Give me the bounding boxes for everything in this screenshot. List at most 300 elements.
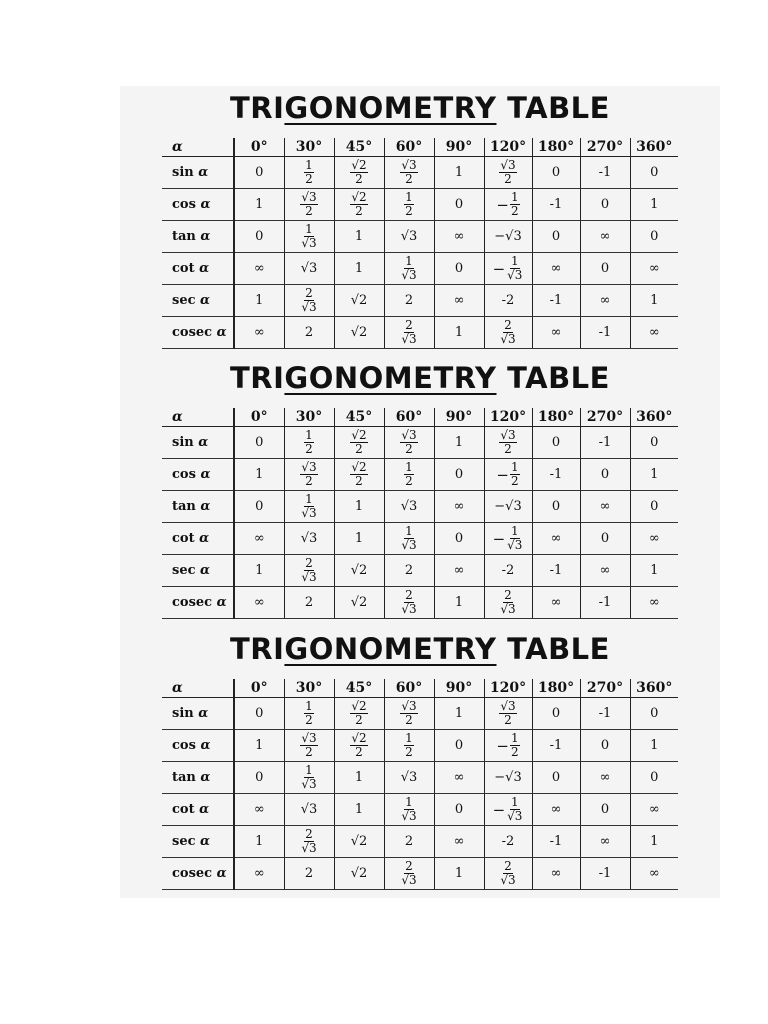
cell-value: ∞: [550, 261, 562, 276]
function-name: tan: [172, 229, 201, 244]
cell-value: 1: [255, 563, 264, 578]
value-cell: [234, 189, 284, 221]
angle-header: 90°: [434, 138, 484, 157]
fraction-numerator: 1: [510, 254, 519, 269]
value-cell: [234, 253, 284, 285]
fraction-numerator: 1: [405, 460, 413, 475]
value-cell: [234, 459, 284, 491]
value-cell: [630, 317, 678, 349]
fraction-denominator: 2: [355, 442, 363, 456]
fraction: [350, 700, 367, 726]
cell-value: ∞: [453, 229, 465, 244]
value-cell: [532, 157, 580, 189]
value-cell: [580, 189, 630, 221]
cell-value: ∞: [453, 834, 465, 849]
function-label: [162, 317, 234, 349]
fraction-denominator: 2: [355, 474, 363, 488]
table-row: [162, 523, 678, 555]
cell-value: -1: [549, 738, 563, 753]
cell-value: 0: [551, 165, 561, 180]
fraction: [350, 191, 367, 217]
function-label: [162, 285, 234, 317]
value-cell: [284, 587, 334, 619]
function-name: tan: [172, 770, 201, 785]
angle-header: 90°: [434, 408, 484, 427]
value-cell: [334, 491, 384, 523]
cell-value: 0: [551, 770, 561, 785]
alpha-symbol: α: [200, 197, 211, 212]
value-cell: [630, 491, 678, 523]
value-cell: [630, 826, 678, 858]
fraction: [350, 159, 367, 185]
value-cell: [580, 253, 630, 285]
cell-value: -1: [549, 293, 563, 308]
value-cell: [384, 285, 434, 317]
fraction-numerator: 2: [305, 286, 313, 301]
table-row: [162, 794, 678, 826]
cell-value: ∞: [453, 499, 465, 514]
minus-sign: −: [492, 259, 506, 278]
fraction-denominator: 2: [405, 713, 413, 727]
table-row: [162, 459, 678, 491]
angle-header: 120°: [484, 408, 532, 427]
angle-header: 45°: [334, 138, 384, 157]
value-cell: [580, 794, 630, 826]
value-cell: [384, 427, 434, 459]
cell-value: 1: [255, 197, 264, 212]
fraction-denominator: √3: [301, 236, 317, 250]
minus-sign: −: [496, 465, 509, 484]
cell-value: 1: [650, 293, 659, 308]
function-label: [162, 794, 234, 826]
page-title: [162, 629, 678, 669]
fraction-numerator: 1: [305, 428, 313, 443]
cell-value: 2: [404, 563, 414, 578]
cell-value: 1: [354, 261, 364, 276]
value-cell: [384, 794, 434, 826]
cell-value: 1: [650, 467, 659, 482]
value-cell: [284, 189, 334, 221]
cell-value: 2: [304, 325, 314, 340]
fraction-denominator: 2: [405, 745, 413, 759]
value-cell: [580, 285, 630, 317]
value-cell: [284, 555, 334, 587]
fraction-numerator: √2: [351, 699, 367, 714]
cell-value: 0: [255, 229, 264, 244]
value-cell: [384, 587, 434, 619]
fraction: [400, 796, 417, 822]
table-row: [162, 858, 678, 890]
table-header-row: [162, 138, 678, 157]
value-cell: [580, 587, 630, 619]
alpha-symbol: α: [198, 165, 209, 180]
fraction-numerator: √2: [351, 428, 367, 443]
value-cell: [630, 427, 678, 459]
angle-header: 360°: [630, 138, 678, 157]
title-part-underlined: GONOMETRY: [284, 361, 497, 395]
cell-value: √2: [350, 293, 368, 308]
value-cell: [284, 730, 334, 762]
angle-header: 270°: [580, 138, 630, 157]
value-cell: [234, 730, 284, 762]
fraction: [400, 159, 417, 185]
cell-value: -1: [549, 563, 563, 578]
fraction-numerator: √2: [351, 731, 367, 746]
value-cell: [334, 459, 384, 491]
cell-value: -2: [501, 834, 515, 849]
cell-value: 0: [551, 229, 561, 244]
fraction-denominator: 2: [305, 204, 313, 218]
function-label: [162, 427, 234, 459]
value-cell: [484, 826, 532, 858]
value-cell: [484, 459, 532, 491]
value-cell: [532, 189, 580, 221]
cell-value: ∞: [253, 325, 265, 340]
cell-value: ∞: [253, 261, 265, 276]
value-cell: [630, 523, 678, 555]
cell-value: 1: [354, 531, 364, 546]
angle-header: 60°: [384, 679, 434, 698]
value-cell: [334, 189, 384, 221]
value-cell: [284, 698, 334, 730]
alpha-symbol: α: [172, 139, 183, 155]
cell-value: -1: [598, 325, 612, 340]
value-cell: [384, 253, 434, 285]
cell-value: 0: [650, 499, 659, 514]
value-cell: [234, 317, 284, 349]
function-name: cot: [172, 802, 200, 817]
value-cell: [434, 794, 484, 826]
cell-value: 0: [600, 802, 610, 817]
function-name: cosec: [172, 866, 217, 881]
page-title: [162, 358, 678, 398]
value-cell: [234, 698, 284, 730]
fraction-numerator: √3: [301, 731, 317, 746]
cell-value: ∞: [253, 802, 265, 817]
function-label: [162, 826, 234, 858]
cell-value: ∞: [253, 866, 265, 881]
fraction: [400, 255, 417, 281]
value-cell: [234, 157, 284, 189]
fraction-denominator: √3: [401, 538, 417, 552]
cell-value: √2: [350, 834, 368, 849]
trig-table-block: [162, 629, 678, 890]
cell-value: 1: [255, 293, 264, 308]
value-cell: [532, 762, 580, 794]
value-cell: [284, 826, 334, 858]
alpha-symbol: α: [200, 563, 211, 578]
table-row: [162, 253, 678, 285]
value-cell: [484, 523, 532, 555]
cell-value: 1: [354, 229, 364, 244]
value-cell: [334, 587, 384, 619]
value-cell: [434, 285, 484, 317]
angle-header: 180°: [532, 679, 580, 698]
cell-value: ∞: [453, 563, 465, 578]
title-part-end: TABLE: [496, 91, 610, 125]
table-row: [162, 317, 678, 349]
cell-value: ∞: [599, 229, 611, 244]
fraction-numerator: √3: [301, 190, 317, 205]
cell-value: √2: [350, 595, 368, 610]
fraction: [499, 700, 516, 726]
function-label: [162, 523, 234, 555]
cell-value: 2: [304, 866, 314, 881]
fraction: [506, 255, 523, 281]
fraction: [506, 796, 523, 822]
angle-header: 30°: [284, 138, 334, 157]
cell-value: √3: [400, 229, 418, 244]
fraction-numerator: 1: [510, 460, 519, 475]
fraction-denominator: √3: [301, 841, 317, 855]
table-row: [162, 555, 678, 587]
fraction-numerator: 1: [305, 699, 313, 714]
table-row: [162, 427, 678, 459]
value-cell: [284, 762, 334, 794]
alpha-symbol: α: [199, 261, 210, 276]
value-cell: [484, 730, 532, 762]
value-cell: [630, 285, 678, 317]
value-cell: [384, 157, 434, 189]
cell-value: 0: [600, 738, 610, 753]
angle-header: 270°: [580, 679, 630, 698]
table-header-row: [162, 408, 678, 427]
value-cell: [434, 427, 484, 459]
value-cell: [580, 317, 630, 349]
value-cell: [630, 794, 678, 826]
fraction-numerator: 2: [504, 859, 512, 874]
fraction-numerator: 1: [305, 492, 313, 507]
value-cell: [384, 826, 434, 858]
value-cell: [484, 794, 532, 826]
value-cell: [234, 794, 284, 826]
angle-header: 0°: [234, 679, 284, 698]
function-label: [162, 555, 234, 587]
fraction: [404, 732, 414, 758]
value-cell: [334, 698, 384, 730]
cell-value: 1: [454, 435, 464, 450]
fraction-numerator: 2: [405, 859, 413, 874]
cell-value: 0: [255, 499, 264, 514]
value-cell: [384, 459, 434, 491]
table-row: [162, 221, 678, 253]
fraction-denominator: 2: [305, 442, 313, 456]
cell-value: 0: [600, 261, 610, 276]
cell-value: ∞: [253, 531, 265, 546]
value-cell: [434, 587, 484, 619]
cell-value: ∞: [550, 595, 562, 610]
alpha-symbol: α: [200, 293, 211, 308]
cell-value: 0: [454, 467, 464, 482]
cell-value: 0: [454, 197, 464, 212]
table-row: [162, 762, 678, 794]
value-cell: [484, 491, 532, 523]
cell-value: 0: [600, 531, 610, 546]
value-cell: [284, 491, 334, 523]
alpha-symbol: α: [172, 409, 183, 425]
fraction-denominator: √3: [500, 332, 516, 346]
value-cell: [580, 157, 630, 189]
header-alpha: [162, 679, 234, 698]
cell-value: ∞: [550, 531, 562, 546]
fraction: [499, 159, 516, 185]
value-cell: [384, 491, 434, 523]
value-cell: [384, 762, 434, 794]
page-title: [162, 88, 678, 128]
value-cell: [630, 858, 678, 890]
fraction: [300, 732, 317, 758]
cell-value: √3: [400, 770, 418, 785]
function-name: cosec: [172, 595, 217, 610]
value-cell: [434, 491, 484, 523]
cell-value: −√3: [494, 770, 522, 785]
value-cell: [334, 523, 384, 555]
fraction-denominator: 2: [305, 172, 313, 186]
value-cell: [532, 285, 580, 317]
fraction-denominator: √3: [301, 570, 317, 584]
fraction: [400, 700, 417, 726]
cell-value: √3: [300, 802, 318, 817]
cell-value: 1: [354, 802, 364, 817]
value-cell: [384, 221, 434, 253]
angle-header: 90°: [434, 679, 484, 698]
cell-value: √3: [300, 261, 318, 276]
alpha-symbol: α: [200, 770, 211, 785]
table-row: [162, 157, 678, 189]
alpha-symbol: α: [216, 325, 227, 340]
fraction-numerator: √3: [401, 158, 417, 173]
cell-value: ∞: [599, 499, 611, 514]
fraction-denominator: 2: [355, 713, 363, 727]
fraction-denominator: √3: [500, 602, 516, 616]
header-alpha: [162, 408, 234, 427]
angle-header: 270°: [580, 408, 630, 427]
cell-value: 1: [354, 499, 364, 514]
fraction-denominator: √3: [507, 268, 523, 282]
value-cell: [580, 730, 630, 762]
value-cell: [630, 157, 678, 189]
value-cell: [284, 317, 334, 349]
value-cell: [334, 427, 384, 459]
table-row: [162, 285, 678, 317]
value-cell: [630, 555, 678, 587]
value-cell: [532, 858, 580, 890]
fraction-denominator: √3: [401, 873, 417, 887]
function-label: [162, 459, 234, 491]
value-cell: [434, 858, 484, 890]
fraction: [400, 319, 417, 345]
fraction-numerator: 1: [405, 190, 413, 205]
value-cell: [434, 317, 484, 349]
value-cell: [532, 427, 580, 459]
minus-sign: −: [496, 195, 509, 214]
value-cell: [484, 762, 532, 794]
angle-header: 120°: [484, 138, 532, 157]
value-cell: [284, 794, 334, 826]
fraction-numerator: 1: [405, 254, 413, 269]
cell-value: 1: [454, 325, 464, 340]
cell-value: 0: [650, 706, 659, 721]
fraction-numerator: √3: [500, 699, 516, 714]
value-cell: [234, 587, 284, 619]
value-cell: [580, 523, 630, 555]
value-cell: [580, 698, 630, 730]
value-cell: [630, 459, 678, 491]
cell-value: 1: [650, 197, 659, 212]
value-cell: [384, 555, 434, 587]
value-cell: [484, 858, 532, 890]
value-cell: [334, 317, 384, 349]
fraction: [300, 493, 317, 519]
value-cell: [384, 698, 434, 730]
function-label: [162, 189, 234, 221]
minus-sign: −: [492, 529, 506, 548]
fraction: [300, 287, 317, 313]
function-name: cos: [172, 467, 201, 482]
cell-value: √3: [400, 499, 418, 514]
function-name: cosec: [172, 325, 217, 340]
value-cell: [234, 491, 284, 523]
cell-value: 1: [650, 563, 659, 578]
function-name: sin: [172, 706, 199, 721]
value-cell: [484, 189, 532, 221]
value-cell: [630, 221, 678, 253]
cell-value: 0: [551, 435, 561, 450]
value-cell: [630, 762, 678, 794]
cell-value: 0: [454, 261, 464, 276]
value-cell: [532, 698, 580, 730]
value-cell: [234, 427, 284, 459]
fraction-numerator: √3: [500, 428, 516, 443]
function-name: tan: [172, 499, 201, 514]
value-cell: [532, 730, 580, 762]
fraction-denominator: √3: [507, 538, 523, 552]
cell-value: 0: [600, 197, 610, 212]
value-cell: [384, 317, 434, 349]
fraction: [300, 191, 317, 217]
fraction: [300, 828, 317, 854]
cell-value: 1: [454, 595, 464, 610]
value-cell: [434, 555, 484, 587]
title-part-start: TRI: [230, 361, 285, 395]
alpha-symbol: α: [199, 802, 210, 817]
trig-table: [162, 408, 678, 619]
title-part-underlined: GONOMETRY: [284, 632, 497, 666]
fraction: [510, 191, 520, 217]
value-cell: [334, 794, 384, 826]
table-row: [162, 491, 678, 523]
value-cell: [384, 730, 434, 762]
cell-value: 0: [255, 770, 264, 785]
cell-value: 2: [304, 595, 314, 610]
trig-table: [162, 138, 678, 349]
value-cell: [234, 555, 284, 587]
function-label: [162, 157, 234, 189]
fraction-denominator: 2: [504, 713, 512, 727]
cell-value: ∞: [648, 866, 660, 881]
cell-value: 0: [255, 435, 264, 450]
fraction-numerator: 1: [305, 763, 313, 778]
fraction-numerator: 1: [510, 731, 519, 746]
fraction: [404, 191, 414, 217]
value-cell: [532, 794, 580, 826]
fraction-denominator: 2: [405, 474, 413, 488]
angle-header: 0°: [234, 408, 284, 427]
value-cell: [580, 858, 630, 890]
cell-value: 1: [354, 770, 364, 785]
fraction: [304, 159, 314, 185]
value-cell: [484, 698, 532, 730]
